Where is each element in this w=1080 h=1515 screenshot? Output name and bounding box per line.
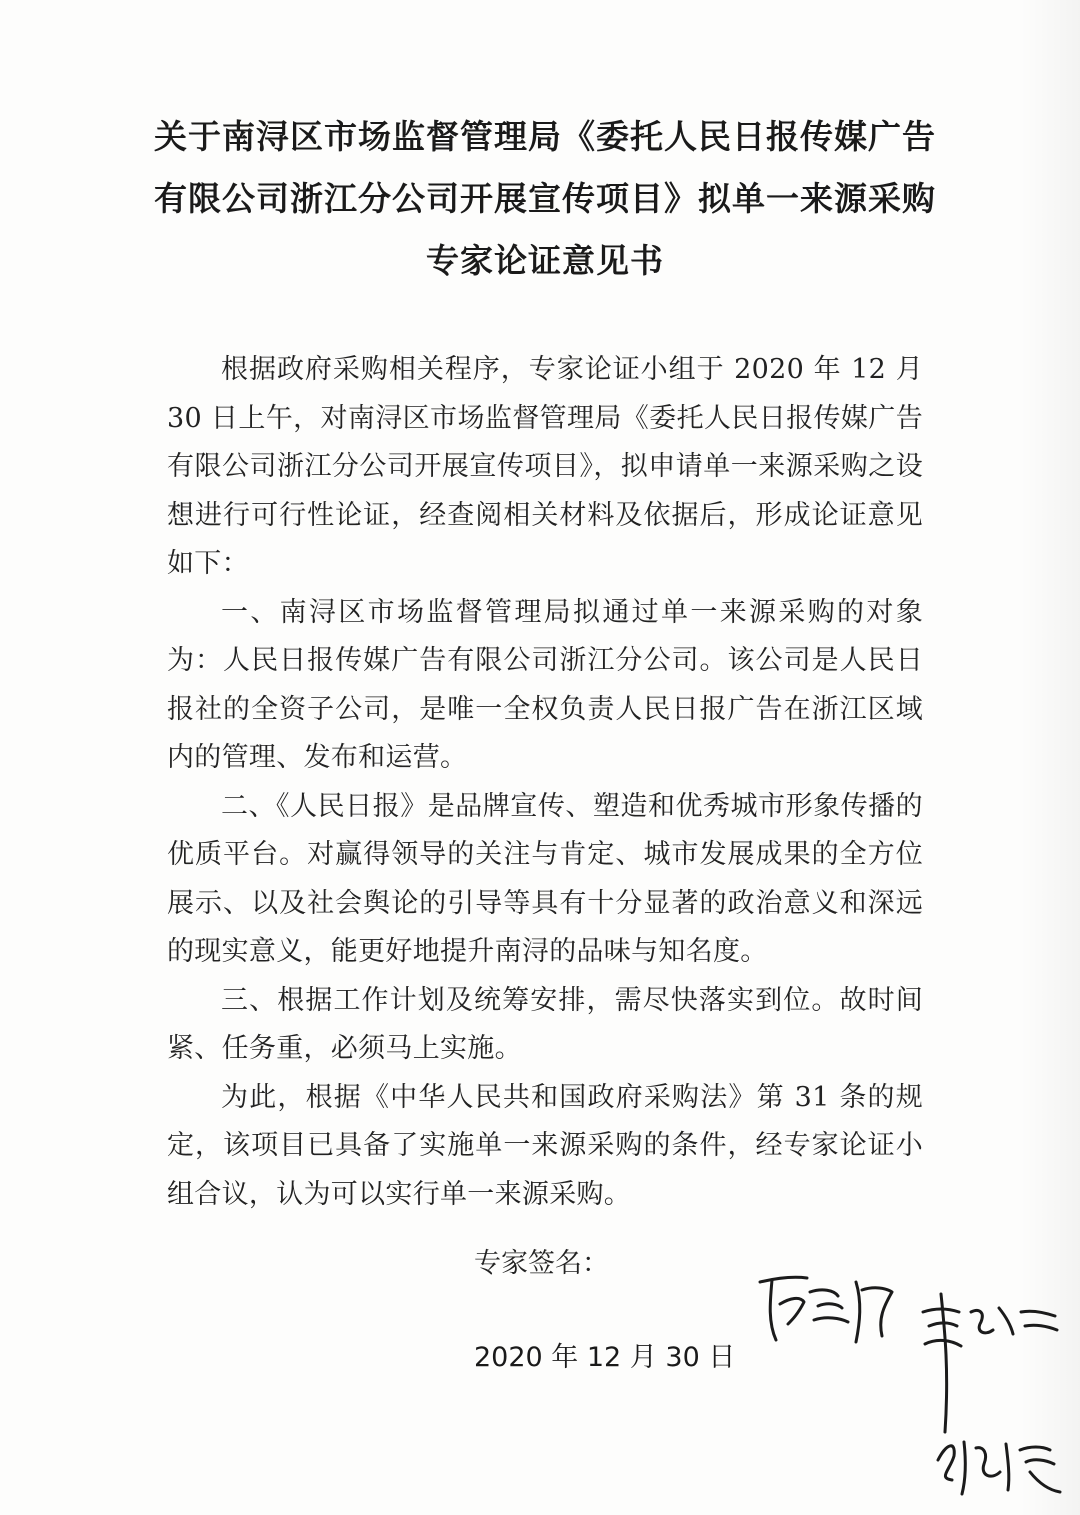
title-line-1: 关于南浔区市场监督管理局《委托人民日报传媒广告 xyxy=(154,117,936,156)
handwritten-signature-3 xyxy=(930,1420,1078,1510)
handwritten-signature-1 xyxy=(752,1262,902,1352)
paragraph-intro: 根据政府采购相关程序，专家论证小组于 2020 年 12 月 30 日上午，对南浔区市场监督管理局《委托人民日报传媒广告有限公司浙江分公司开展宣传项目》，拟申请单一来源采购之设想进行可行性论证，经查阅相关材料及依据后，形成论证意见如下： xyxy=(167,354,923,579)
title-line-2: 有限公司浙江分公司开展宣传项目》拟单一来源采购 xyxy=(154,179,936,218)
paragraph-conclusion: 为此，根据《中华人民共和国政府采购法》第 31 条的规定，该项目已具备了实施单一来源采购的条件，经专家论证小组合议，认为可以实行单一来源采购。 xyxy=(167,1081,923,1210)
paragraph-point-2: 二、《人民日报》是品牌宣传、塑造和优秀城市形象传播的优质平台。对赢得领导的关注与肯定、城市发展成果的全方位展示、以及社会舆论的引导等具有十分显著的政治意义和深远的现实意义，能更好地提升南浔的品味与知名度。 xyxy=(167,790,923,967)
paragraph-point-1: 一、南浔区市场监督管理局拟通过单一来源采购的对象为：人民日报传媒广告有限公司浙江分公司。该公司是人民日报社的全资子公司，是唯一全权负责人民日报广告在浙江区域内的管理、发布和运营。 xyxy=(167,596,923,773)
document-body xyxy=(167,346,923,1219)
signature-label: 专家签名： xyxy=(474,1248,609,1279)
handwritten-signature-2 xyxy=(915,1282,1075,1442)
document-title xyxy=(140,106,950,292)
title-line-3: 专家论证意见书 xyxy=(426,241,664,280)
paragraph-point-3: 三、根据工作计划及统筹安排，需尽快落实到位。故时间紧、任务重，必须马上实施。 xyxy=(167,984,923,1064)
document-date: 2020 年 12 月 30 日 xyxy=(474,1342,736,1373)
